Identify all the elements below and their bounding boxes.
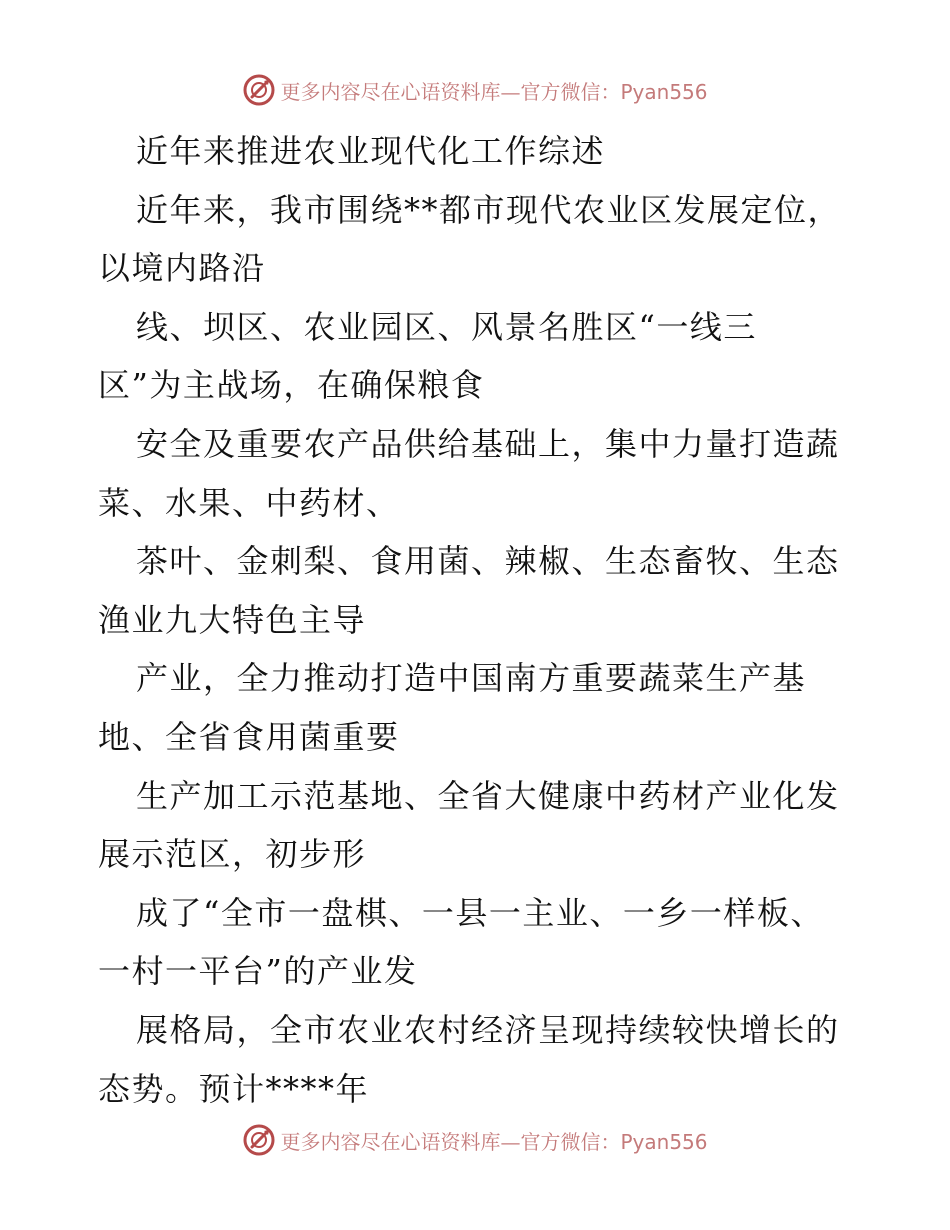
watermark-id: Pyan556: [620, 1129, 708, 1154]
text-line: 态势。预计****年: [98, 1069, 370, 1108]
text-line: 区”为主战场，在确保粮食: [98, 366, 485, 405]
document-title: 近年来推进农业现代化工作综述: [136, 132, 606, 170]
text-line: 安全及重要农产品供给基础上，集中力量打造蔬: [136, 424, 840, 463]
text-line: 展示范区，初步形: [98, 835, 367, 874]
watermark-text: 更多内容尽在心语资料库—官方微信：Pyan556: [280, 79, 708, 104]
text-line: 茶叶、金刺梨、食用菌、辣椒、生态畜牧、生态: [136, 542, 840, 581]
text-line: 展格局，全市农业农村经济呈现持续较快增长的: [136, 1010, 840, 1049]
text-line: 生产加工示范基地、全省大健康中药材产业化发: [136, 776, 840, 815]
watermark-header: [0, 70, 950, 110]
watermark-id: Pyan556: [620, 79, 708, 104]
watermark-footer: [0, 1120, 950, 1160]
text-line: 近年来，我市围绕**都市现代农业区发展定位，: [136, 190, 842, 229]
text-line: 菜、水果、中药材、: [98, 483, 400, 522]
watermark-text: 更多内容尽在心语资料库—官方微信：Pyan556: [280, 1129, 708, 1154]
logo-icon: [242, 73, 276, 107]
text-line: 产业，全力推动打造中国南方重要蔬菜生产基: [136, 659, 807, 698]
text-line: 以境内路沿: [98, 249, 266, 288]
text-line: 渔业九大特色主导: [98, 600, 367, 639]
text-line: 地、全省食用菌重要: [98, 717, 400, 756]
document-body: [98, 122, 858, 1118]
text-line: 一村一平台”的产业发: [98, 952, 418, 991]
text-line: 成了“全市一盘棋、一县一主业、一乡一样板、: [136, 893, 824, 932]
text-line: 线、坝区、农业园区、风景名胜区“一线三: [136, 307, 757, 346]
logo-icon: [242, 1123, 276, 1157]
